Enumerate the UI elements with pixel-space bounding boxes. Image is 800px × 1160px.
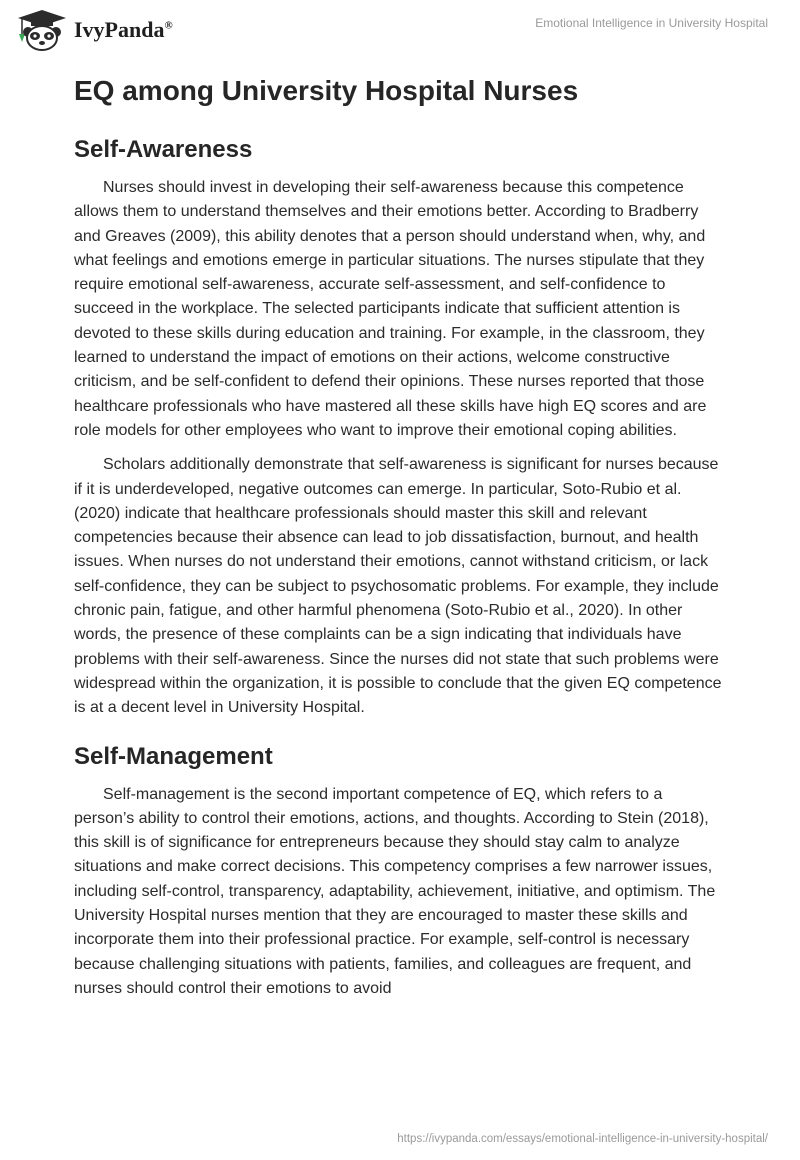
paragraph: Self-management is the second important competence of EQ, which refers to a person’s ability to control their emotions, actions, and thoughts. According to Stein (2018), this skill is of significance for entrepreneurs because they should stay calm to analyze situations and make correct decisions. This competency comprises a few narrower issues, including self-control, transparency, adaptability, achievement, initiative, and optimism. The University Hospital nurses mention that they are encouraged to master these skills and incorporate them into their professional practice. For example, self-control is necessary because challenging situations with patients, families, and colleagues are frequent, and nurses should control their emotions to avoid: [74, 785, 716, 997]
paragraph: Scholars additionally demonstrate that self-awareness is significant for nurses because if it is underdeveloped, negative outcomes can emerge. In particular, Soto-Rubio et al. (2020) indicate that healthcare professionals should master this skill and relevant competencies because their absence can lead to job dissatisfaction, burnout, and health issues. When nurses do not understand their emotions, cannot withstand criticism, or lack self-confidence, they can be subject to psychosomatic problems. For example, they include chronic pain, fatigue, and other harmful phenomena (Soto-Rubio et al., 2020). In other words, the presence of these complaints can be a sign indicating that individuals have problems with their self-awareness. Since the nurses did not state that such problems were widespread within the organization, it is possible to conclude that the given EQ competence is at a decent level in University Hospital.: [74, 456, 722, 717]
page-title: EQ among University Hospital Nurses: [74, 75, 579, 106]
brand-name: IvyPanda®: [74, 17, 173, 42]
paragraph: Nurses should invest in developing their self-awareness because this competence allows them to understand themselves and their emotions better. According to Bradberry and Greaves (2009), this ability denotes that a person should understand when, why, and what feelings and emotions emerge in particular situations. The nurses stipulate that they require emotional self-awareness, accurate self-assessment, and self-confidence to succeed in the workplace. The selected participants indicate that sufficient attention is devoted to these skills during education and training. For example, in the classroom, they learned to understand the impact of emotions on their actions, welcome constructive criticism, and be self-confident to defend their opinions. These nurses reported that those healthcare professionals who have mastered all these skills have high EQ scores and are role models for other employees who want to improve their emotional coping abilities.: [74, 179, 707, 439]
article-body: [74, 72, 724, 1011]
document-title: Emotional Intelligence in University Hospital: [535, 16, 768, 30]
section-heading-self-awareness: Self-Awareness: [74, 136, 253, 163]
ivypanda-logo[interactable]: [14, 8, 173, 52]
panda-mascot-icon: [14, 8, 70, 52]
source-url[interactable]: https://ivypanda.com/essays/emotional-intelligence-in-university-hospital/: [397, 1133, 768, 1145]
section-heading-self-management: Self-Management: [74, 742, 273, 770]
page-header: [0, 0, 800, 60]
